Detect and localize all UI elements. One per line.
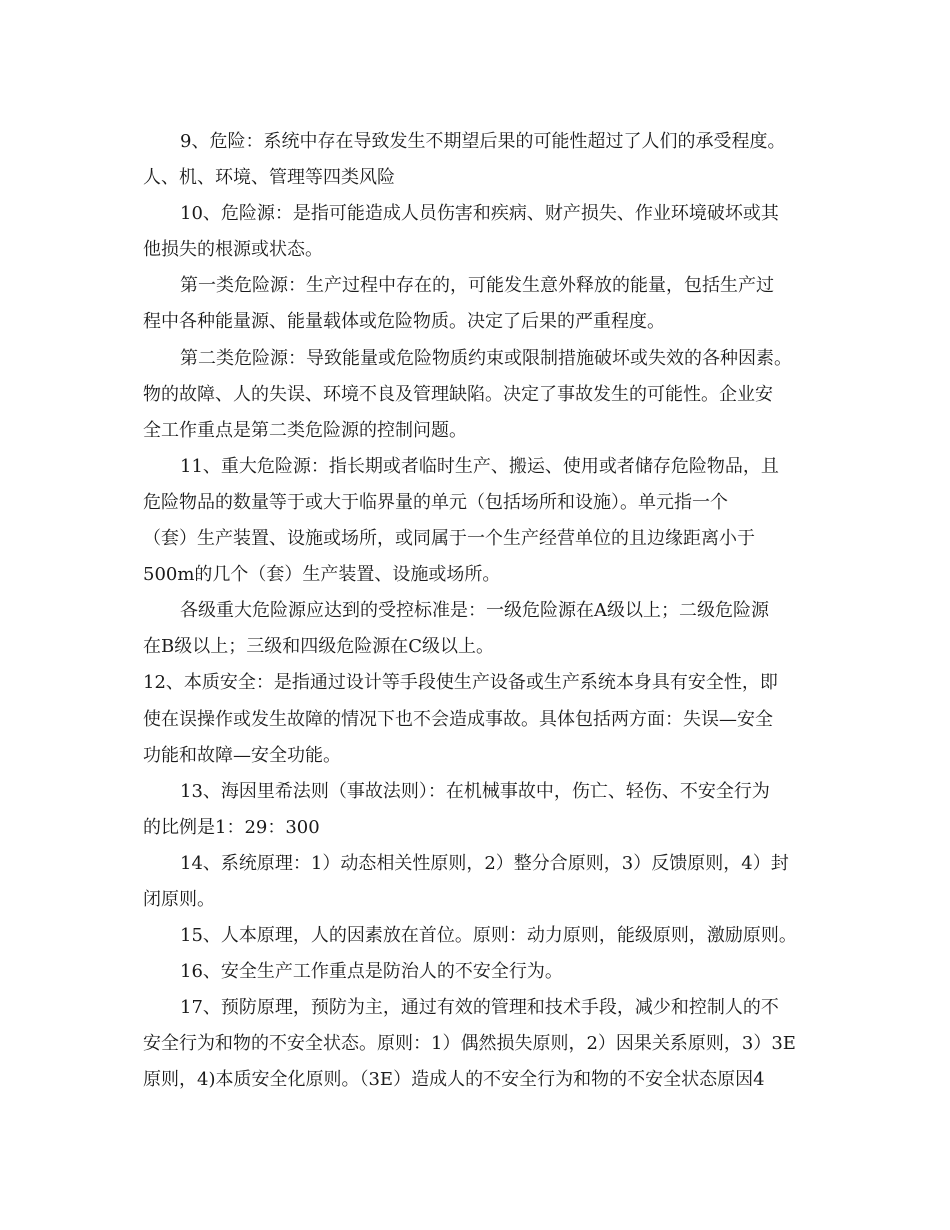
text-line: 他损失的根源或状态。 — [143, 239, 323, 261]
text-line: 在B级以上；三级和四级危险源在C级以上。 — [143, 636, 494, 658]
text-line: 闭原则。 — [143, 888, 215, 910]
text-line: 13、海因里希法则（事故法则）：在机械事故中，伤亡、轻伤、不安全行为 — [180, 780, 770, 802]
text-line: 14、系统原理：1）动态相关性原则，2）整分合原则，3）反馈原则，4）封 — [180, 852, 789, 874]
text-line: 第二类危险源：导致能量或危险物质约束或限制措施破坏或失效的各种因素。 — [180, 347, 792, 369]
text-line: 9、危险：系统中存在导致发生不期望后果的可能性超过了人们的承受程度。 — [180, 131, 786, 152]
text-line: 安全行为和物的不安全状态。原则：1）偶然损失原则，2）因果关系原则，3）3E — [143, 1033, 796, 1055]
text-line: 使在误操作或发生故障的情况下也不会造成事故。具体包括两方面：失误—安全 — [143, 708, 773, 730]
text-line: 物的故障、人的失误、环境不良及管理缺陷。决定了事故发生的可能性。企业安 — [143, 383, 773, 405]
text-line: 危险物品的数量等于或大于临界量的单元（包括场所和设施）。单元指一个 — [143, 491, 728, 513]
text-line: 功能和故障—安全功能。 — [143, 744, 341, 766]
text-line: 12、本质安全：是指通过设计等手段使生产设备或生产系统本身具有安全性，即 — [143, 672, 778, 694]
text-line: 16、安全生产工作重点是防治人的不安全行为。 — [180, 961, 563, 983]
text-line: 10、危险源：是指可能造成人员伤害和疾病、财产损失、作业环境破坏或其 — [180, 203, 779, 225]
text-line: （套）生产装置、设施或场所，或同属于一个生产经营单位的且边缘距离小于 — [143, 528, 755, 550]
text-line: 原则，4)本质安全化原则。（3E）造成人的不安全行为和物的不安全状态原因4 — [143, 1069, 765, 1091]
text-line: 500m的几个（套）生产装置、设施或场所。 — [143, 564, 501, 586]
text-line: 第一类危险源：生产过程中存在的，可能发生意外释放的能量，包括生产过 — [180, 275, 774, 297]
text-line: 各级重大危险源应达到的受控标准是：一级危险源在A级以上；二级危险源 — [180, 600, 769, 622]
text-line: 的比例是1：29：300 — [143, 816, 320, 838]
document-body — [143, 124, 813, 1099]
text-line: 17、预防原理，预防为主，通过有效的管理和技术手段，减少和控制人的不 — [180, 997, 779, 1019]
text-line: 11、重大危险源：指长期或者临时生产、搬运、使用或者储存危险物品，且 — [180, 455, 779, 477]
text-line: 全工作重点是第二类危险源的控制问题。 — [143, 419, 467, 441]
text-line: 程中各种能量源、能量载体或危险物质。决定了后果的严重程度。 — [143, 311, 665, 333]
text-line: 人、机、环境、管理等四类风险 — [143, 167, 395, 189]
text-line: 15、人本原理，人的因素放在首位。原则：动力原则，能级原则，激励原则。 — [180, 925, 797, 947]
